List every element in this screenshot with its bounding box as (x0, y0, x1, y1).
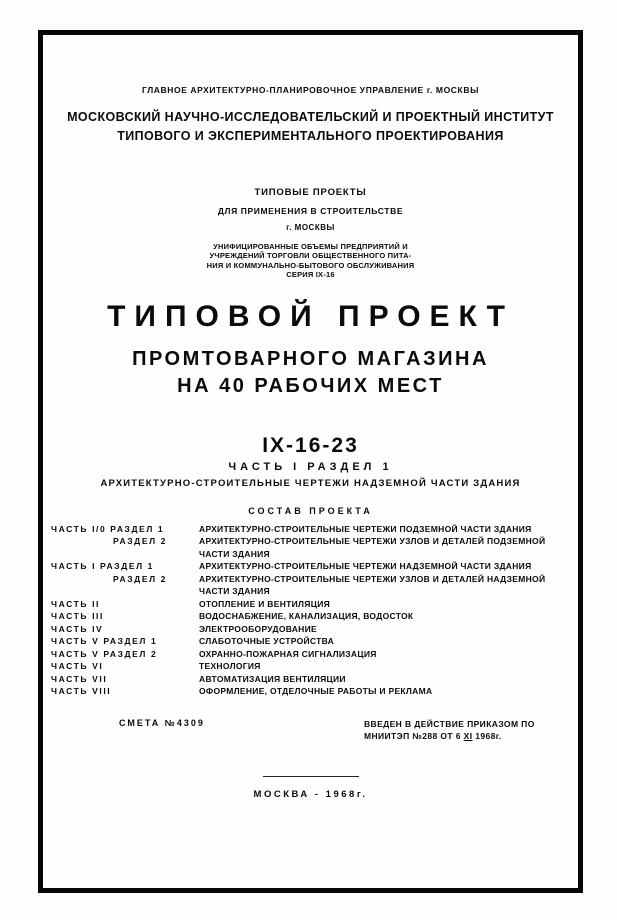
order-note-line2 (364, 730, 564, 742)
page-border-frame (38, 30, 583, 893)
composition-row (51, 648, 556, 661)
composition-row-text: АРХИТЕКТУРНО-СТРОИТЕЛЬНЫЕ ЧЕРТЕЖИ НАДЗЕМНОЙ ЧАСТИ ЗДАНИЯ (199, 561, 532, 572)
composition-row (51, 573, 556, 598)
main-title: ТИПОВОЙ ПРОЕКТ (107, 299, 514, 333)
project-subtitle (43, 346, 578, 400)
series-header-line2: ДЛЯ ПРИМЕНЕНИЯ В СТРОИТЕЛЬСТВЕ (217, 205, 404, 216)
composition-row-text: СЛАБОТОЧНЫЕ УСТРОЙСТВА (199, 636, 335, 647)
composition-row-label: РАЗДЕЛ 2 (113, 573, 167, 584)
composition-row-text: АРХИТЕКТУРНО-СТРОИТЕЛЬНЫЕ ЧЕРТЕЖИ УЗЛОВ И ДЕТАЛЕЙ ПОДЗЕМНОЙ ЧАСТИ ЗДАНИЯ (199, 536, 546, 559)
part-line: ЧАСТЬ I РАЗДЕЛ 1 (228, 460, 393, 473)
project-subtitle-line2: НА 40 РАБОЧИХ МЕСТ (177, 374, 444, 397)
composition-row (51, 635, 556, 648)
institute-name (43, 108, 578, 147)
composition-row (51, 610, 556, 623)
series-note-line1: УНИФИЦИРОВАННЫЕ ОБЪЕМЫ ПРЕДПРИЯТИЙ И (213, 241, 408, 251)
bottom-row (43, 718, 578, 742)
composition-row-label: ЧАСТЬ VI (51, 661, 104, 672)
composition-row-label: ЧАСТЬ II (51, 598, 101, 609)
composition-row-text: ОТОПЛЕНИЕ И ВЕНТИЛЯЦИЯ (199, 598, 331, 609)
composition-row (51, 685, 556, 698)
series-note-line4: СЕРИЯ IX-16 (286, 270, 335, 280)
composition-row-label: ЧАСТЬ I РАЗДЕЛ 1 (51, 561, 154, 572)
composition-row-text: ОХРАННО-ПОЖАРНАЯ СИГНАЛИЗАЦИЯ (199, 648, 377, 659)
composition-row-text: АРХИТЕКТУРНО-СТРОИТЕЛЬНЫЕ ЧЕРТЕЖИ ПОДЗЕМНОЙ ЧАСТИ ЗДАНИЯ (199, 523, 532, 534)
institute-name-line2: ТИПОВОГО И ЭКСПЕРИМЕНТАЛЬНОГО ПРОЕКТИРОВАНИЯ (117, 129, 504, 144)
composition-row-label: ЧАСТЬ VII (51, 673, 108, 684)
composition-row (51, 560, 556, 573)
composition-title: СОСТАВ ПРОЕКТА (248, 505, 373, 516)
project-code: IX-16-23 (262, 433, 359, 457)
order-note-line2-prefix: МНИИТЭП №288 ОТ 6 (364, 730, 464, 741)
series-note-line2: УЧРЕЖДЕНИЙ ТОРГОВЛИ ОБЩЕСТВЕННОГО ПИТА- (209, 251, 412, 261)
composition-row-text: ЭЛЕКТРООБОРУДОВАНИЕ (199, 623, 318, 634)
estimate-number: СМЕТА №4309 (119, 717, 205, 728)
agency-header: ГЛАВНОЕ АРХИТЕКТУРНО-ПЛАНИРОВОЧНОЕ УПРАВЛЕНИЕ г. МОСКВЫ (142, 85, 479, 95)
project-subtitle-line1: ПРОМТОВАРНОГО МАГАЗИНА (132, 347, 489, 370)
order-note-month: XI (463, 730, 473, 741)
series-header-line3: г. МОСКВЫ (286, 222, 335, 232)
composition-row-label: ЧАСТЬ III (51, 611, 104, 622)
composition-row-label: ЧАСТЬ I/0 РАЗДЕЛ 1 (51, 523, 165, 534)
order-note-year: 1968г. (472, 730, 502, 741)
footer-rule (263, 776, 359, 777)
composition-row-label: ЧАСТЬ V РАЗДЕЛ 1 (51, 636, 158, 647)
series-header-line1: ТИПОВЫЕ ПРОЕКТЫ (254, 186, 367, 198)
composition-row-label: ЧАСТЬ VIII (51, 686, 112, 697)
composition-row-label: ЧАСТЬ V РАЗДЕЛ 2 (51, 648, 158, 659)
composition-row (51, 673, 556, 686)
composition-row-text: ТЕХНОЛОГИЯ (199, 661, 261, 672)
series-note-line3: НИЯ И КОММУНАЛЬНО-БЫТОВОГО ОБСЛУЖИВАНИЯ (206, 260, 415, 270)
composition-row (51, 623, 556, 636)
footer-city-year: МОСКВА - 1968г. (253, 788, 368, 800)
order-note-line1: ВВЕДЕН В ДЕЙСТВИЕ ПРИКАЗОМ ПО (364, 718, 535, 729)
order-note (364, 718, 564, 742)
composition-row-text: АВТОМАТИЗАЦИЯ ВЕНТИЛЯЦИИ (199, 673, 346, 684)
composition-row-text: АРХИТЕКТУРНО-СТРОИТЕЛЬНЫЕ ЧЕРТЕЖИ УЗЛОВ И ДЕТАЛЕЙ НАДЗЕМНОЙ ЧАСТИ ЗДАНИЯ (199, 573, 546, 597)
series-header (43, 187, 578, 232)
institute-name-line1: МОСКОВСКИЙ НАУЧНО-ИССЛЕДОВАТЕЛЬСКИЙ И ПРОЕКТНЫЙ ИНСТИТУТ (67, 110, 554, 124)
composition-row (51, 598, 556, 611)
composition-row (51, 523, 556, 536)
series-note (43, 242, 578, 280)
composition-row (51, 535, 556, 560)
composition-row (51, 660, 556, 673)
composition-list (43, 523, 578, 698)
composition-row-label: РАЗДЕЛ 2 (113, 536, 167, 547)
composition-row-text: ВОДОСНАБЖЕНИЕ, КАНАЛИЗАЦИЯ, ВОДОСТОК (199, 611, 414, 622)
part-subtitle: АРХИТЕКТУРНО-СТРОИТЕЛЬНЫЕ ЧЕРТЕЖИ НАДЗЕМНОЙ ЧАСТИ ЗДАНИЯ (100, 477, 521, 489)
composition-row-text: ОФОРМЛЕНИЕ, ОТДЕЛОЧНЫЕ РАБОТЫ И РЕКЛАМА (199, 686, 433, 697)
composition-row-label: ЧАСТЬ IV (51, 623, 104, 634)
